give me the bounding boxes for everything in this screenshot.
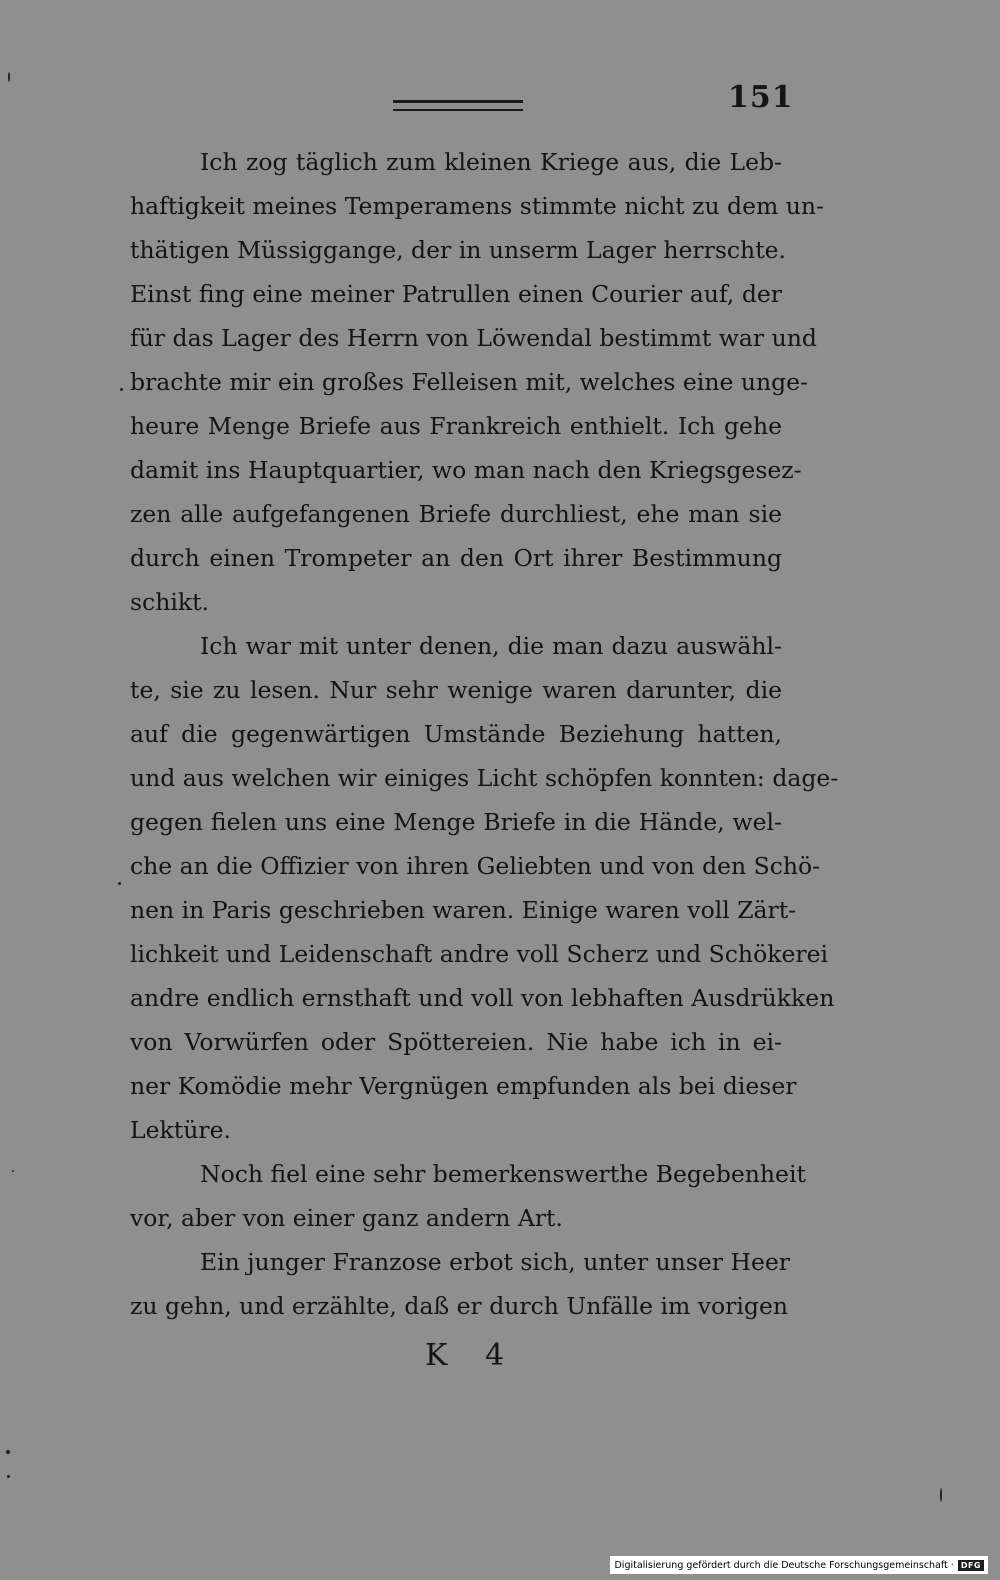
text-line-5: für das Lager des Herrn von Löwendal bestimmt war und — [130, 324, 817, 352]
text-line-16: gegen fielen uns eine Menge Briefe in die Hände, wel- — [130, 808, 782, 836]
text-line-25: vor, aber von einer ganz andern Art. — [130, 1204, 563, 1232]
text-line-11: schikt. — [130, 588, 210, 616]
page-number: 151 — [728, 80, 794, 115]
scan-speck — [6, 1450, 10, 1454]
scan-speck — [12, 1170, 14, 1172]
scan-speck — [120, 388, 123, 391]
text-line-20: andre endlich ernsthaft und voll von lebhaften Ausdrükken — [130, 984, 835, 1012]
text-line-13: te, sie zu lesen. Nur sehr wenige waren darunter, die — [130, 676, 782, 704]
header-rule — [393, 100, 523, 111]
text-line-23: Lektüre. — [130, 1116, 231, 1144]
scan-speck — [940, 1488, 942, 1502]
text-line-9: zen alle aufgefangenen Briefe durchliest, ehe man sie — [130, 500, 782, 528]
digitization-credit — [610, 1556, 988, 1574]
text-line-15: und aus welchen wir einiges Licht schöpfen konnten: dage- — [130, 764, 839, 792]
scan-speck — [118, 882, 121, 885]
text-line-12: Ich war mit unter denen, die man dazu auswähl- — [200, 632, 782, 660]
body-text — [130, 140, 839, 1328]
text-line-2: haftigkeit meines Temperamens stimmte nicht zu dem un- — [130, 192, 824, 220]
text-line-27: zu gehn, und erzählte, daß er durch Unfälle im vorigen — [130, 1292, 788, 1320]
text-line-7: heure Menge Briefe aus Frankreich enthielt. Ich gehe — [130, 412, 782, 440]
text-line-19: lichkeit und Leidenschaft andre voll Scherz und Schökerei — [130, 940, 829, 968]
text-line-6: brachte mir ein großes Felleisen mit, welches eine unge- — [130, 368, 809, 396]
text-line-8: damit ins Hauptquartier, wo man nach den Kriegsgesez- — [130, 456, 802, 484]
text-line-10: durch einen Trompeter an den Ort ihrer Bestimmung — [130, 544, 782, 572]
dfg-logo: DFG — [958, 1560, 984, 1571]
text-line-21: von Vorwürfen oder Spöttereien. Nie habe ich in ei- — [130, 1028, 782, 1056]
text-line-18: nen in Paris geschrieben waren. Einige waren voll Zärt- — [130, 896, 797, 924]
text-line-14: auf die gegenwärtigen Umstände Beziehung hatten, — [130, 720, 782, 748]
text-line-17: che an die Offizier von ihren Geliebten und von den Schö- — [130, 852, 821, 880]
text-line-24: Noch fiel eine sehr bemerkenswerthe Begebenheit — [200, 1160, 806, 1188]
text-line-1: Ich zog täglich zum kleinen Kriege aus, die Leb- — [200, 148, 782, 176]
scan-speck — [8, 72, 10, 82]
credit-text: Digitalisierung gefördert durch die Deutsche Forschungsgemeinschaft · — [614, 1559, 954, 1571]
text-line-26: Ein junger Franzose erbot sich, unter unser Heer — [200, 1248, 791, 1276]
signature-mark: K 4 — [425, 1338, 519, 1373]
text-line-3: thätigen Müssiggange, der in unserm Lager herrschte. — [130, 236, 787, 264]
text-line-22: ner Komödie mehr Vergnügen empfunden als bei dieser — [130, 1072, 797, 1100]
text-line-4: Einst fing eine meiner Patrullen einen Courier auf, der — [130, 280, 782, 308]
scan-speck — [7, 1475, 10, 1478]
